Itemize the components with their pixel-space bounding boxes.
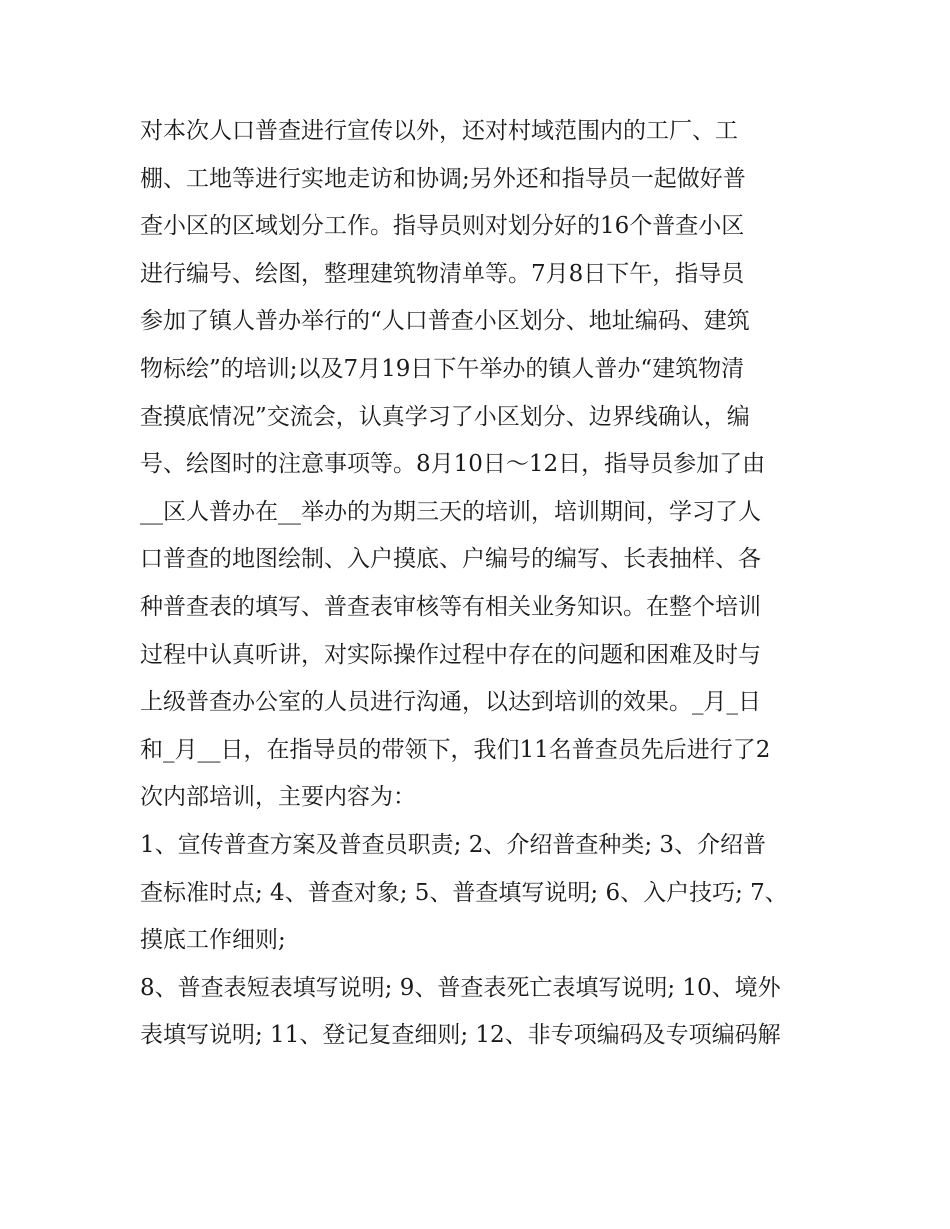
text-line: 过程中认真听讲，对实际操作过程中存在的问题和困难及时与: [140, 641, 761, 668]
list-line: 查标准时点; 4、普查对象; 5、普查填写说明; 6、入户技巧; 7、: [140, 879, 788, 906]
text-line: 查摸底情况”交流会，认真学习了小区划分、边界线确认，编: [140, 403, 750, 430]
text-line: 口普查的地图绘制、入户摸底、户编号的编写、长表抽样、各: [140, 546, 761, 573]
body-text: [140, 108, 820, 1060]
text-line: 次内部培训，主要内容为：: [140, 784, 416, 811]
text-line: 查小区的区域划分工作。指导员则对划分好的16个普查小区: [140, 213, 745, 240]
text-line: __区人普办在__举办的为期三天的培训，培训期间，学习了人: [140, 498, 761, 525]
text-line: 和_月__日，在指导员的带领下，我们11名普查员先后进行了2: [140, 736, 771, 763]
list-line: 1、宣传普查方案及普查员职责; 2、介绍普查种类; 3、介绍普: [140, 831, 767, 858]
list-line: 8、普查表短表填写说明; 9、普查表死亡表填写说明; 10、境外: [140, 974, 781, 1001]
list-line: 摸底工作细则;: [140, 927, 286, 954]
text-line: 上级普查办公室的人员进行沟通，以达到培训的效果。_月_日: [140, 689, 761, 716]
text-line: 种普查表的填写、普查表审核等有相关业务知识。在整个培训: [140, 593, 761, 620]
text-line: 物标绘”的培训;以及7月19日下午举办的镇人普办“建筑物清: [140, 355, 745, 382]
text-line: 对本次人口普查进行宣传以外，还对村域范围内的工厂、工: [140, 118, 738, 144]
text-line: 参加了镇人普办举行的“人口普查小区划分、地址编码、建筑: [140, 308, 750, 335]
text-line: 进行编号、绘图，整理建筑物清单等。7月8日下午，指导员: [140, 260, 745, 287]
text-line: 号、绘图时的注意事项等。8月10日～12日，指导员参加了由: [140, 451, 766, 478]
text-line: 棚、工地等进行实地走访和协调;另外还和指导员一起做好普: [140, 165, 746, 192]
list-line: 表填写说明; 11、登记复查细则; 12、非专项编码及专项编码解: [140, 1022, 781, 1049]
